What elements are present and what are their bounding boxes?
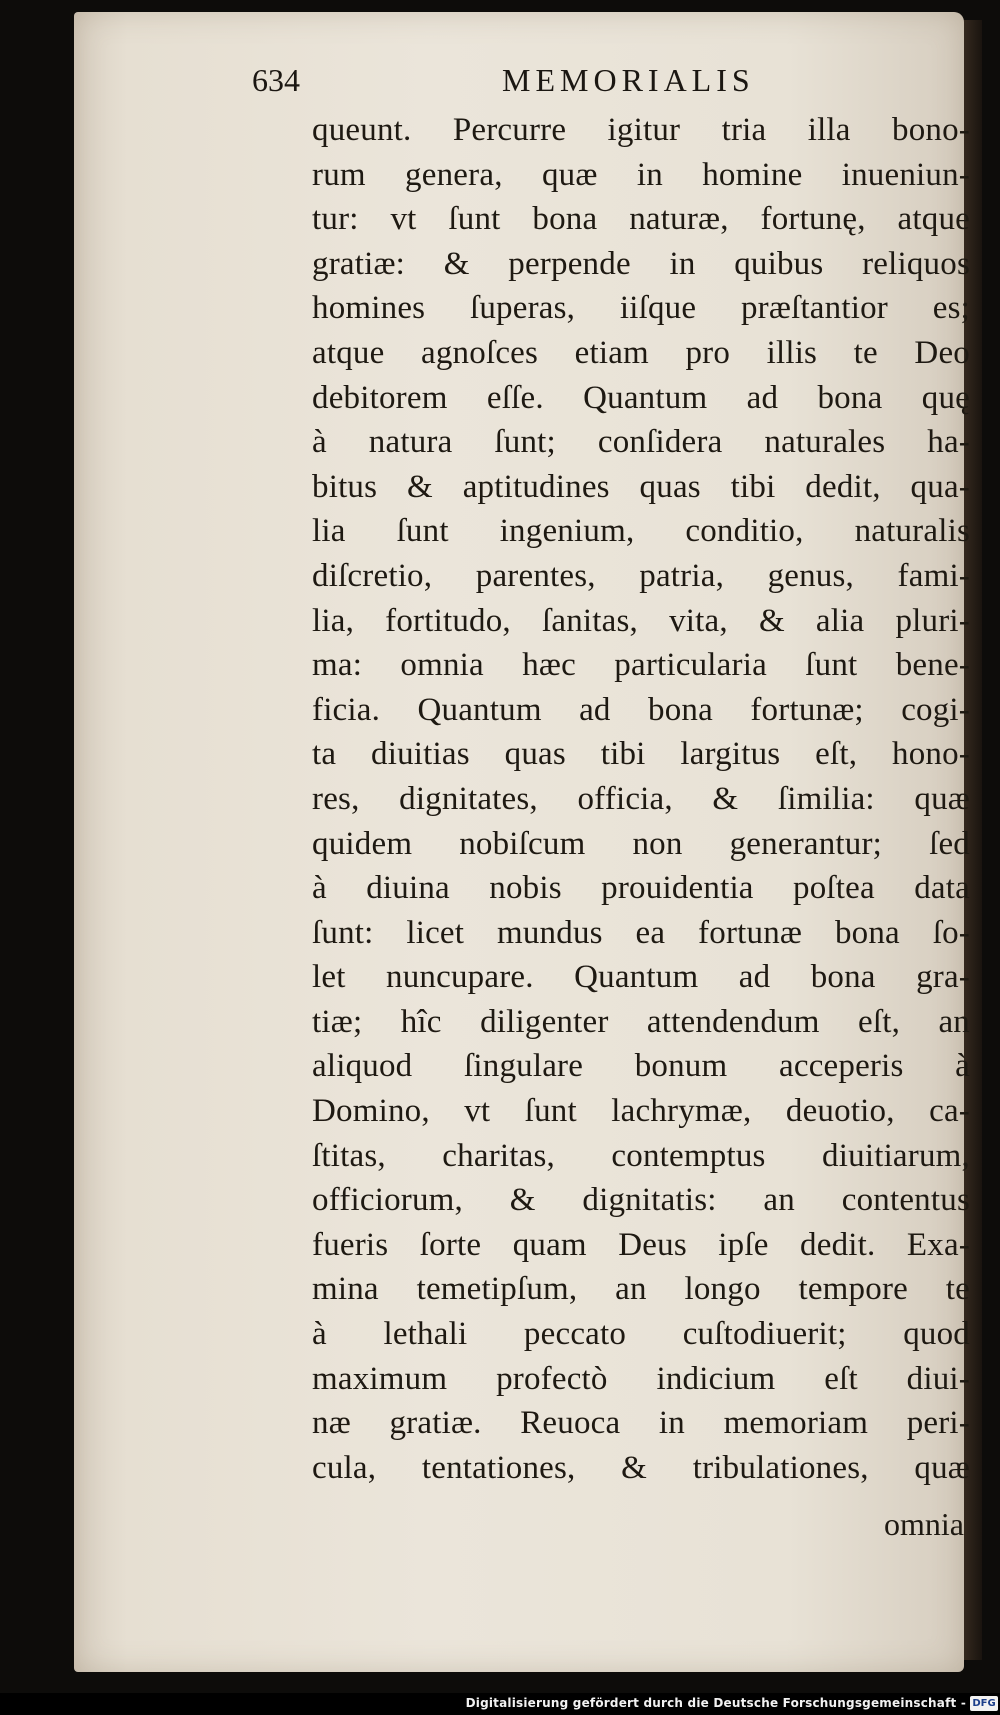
- footer-bar: [0, 1693, 1000, 1715]
- text-line: lia, fortitudo, ſanitas, vita, & alia pluri-: [312, 602, 970, 639]
- text-line: maximum profectò indicium eſt diui-: [312, 1360, 970, 1397]
- text-line: diſcretio, parentes, patria, genus, fami-: [312, 557, 970, 594]
- body-text: [312, 108, 970, 1490]
- text-line: fueris ſorte quam Deus ipſe dedit. Exa-: [312, 1226, 970, 1263]
- text-line: mina temetipſum, an longo tempore te: [312, 1271, 970, 1308]
- text-line: aliquod ſingulare bonum acceperis à: [312, 1048, 970, 1085]
- text-line: ta diuitias quas tibi largitus eſt, hono-: [312, 736, 970, 773]
- text-line: officiorum, & dignitatis: an contentus: [312, 1182, 970, 1219]
- catchword-area: [312, 1502, 970, 1546]
- text-line: ma: omnia hæc particularia ſunt bene-: [312, 647, 970, 684]
- text-line: ſunt: licet mundus ea fortunæ bona ſo-: [312, 914, 970, 951]
- text-line: Domino, vt ſunt lachrymæ, deuotio, ca-: [312, 1093, 970, 1130]
- text-line: atque agnoſces etiam pro illis te Deo: [312, 334, 970, 371]
- text-line: lia ſunt ingenium, conditio, naturalis: [312, 513, 970, 550]
- running-title: MEMORIALIS: [502, 62, 755, 98]
- page-number: 634: [252, 62, 300, 98]
- text-line: à diuina nobis prouidentia poſtea data: [312, 870, 970, 907]
- text-line: à natura ſunt; conſidera naturales ha-: [312, 424, 970, 461]
- text-line: à lethali peccato cuſtodiuerit; quod: [312, 1316, 970, 1353]
- text-line: queunt. Percurre igitur tria illa bono-: [312, 112, 970, 148]
- text-line: tiæ; hîc diligenter attendendum eſt, an: [312, 1003, 970, 1040]
- text-line: bitus & aptitudines quas tibi dedit, qua-: [312, 468, 970, 505]
- dfg-logo: DFG: [970, 1696, 998, 1711]
- text-line: ficia. Quantum ad bona fortunæ; cogi-: [312, 691, 970, 728]
- text-line: ſtitas, charitas, contemptus diuitiarum,: [312, 1137, 970, 1174]
- text-line: res, dignitates, officia, & ſimilia: quæ: [312, 780, 970, 817]
- text-line: tur: vt ſunt bona naturæ, fortunę, atque: [312, 201, 970, 238]
- text-line: debitorem eſſe. Quantum ad bona quę: [312, 379, 970, 416]
- text-line: rum genera, quæ in homine inueniun-: [312, 156, 970, 193]
- text-line: let nuncupare. Quantum ad bona gra-: [312, 959, 970, 996]
- page-header: [252, 62, 812, 112]
- funding-credit: Digitalisierung gefördert durch die Deutsche Forschungsgemeinschaft -: [465, 1696, 966, 1710]
- catchword: omnia: [884, 1506, 964, 1542]
- text-line: cula, tentationes, & tribulationes, quæ: [312, 1449, 970, 1486]
- text-line: quidem nobiſcum non generantur; ſed: [312, 825, 970, 862]
- text-line: homines ſuperas, iiſque præſtantior es;: [312, 290, 970, 327]
- text-line: næ gratiæ. Reuoca in memoriam peri-: [312, 1405, 970, 1442]
- text-line: gratiæ: & perpende in quibus reliquos: [312, 245, 970, 282]
